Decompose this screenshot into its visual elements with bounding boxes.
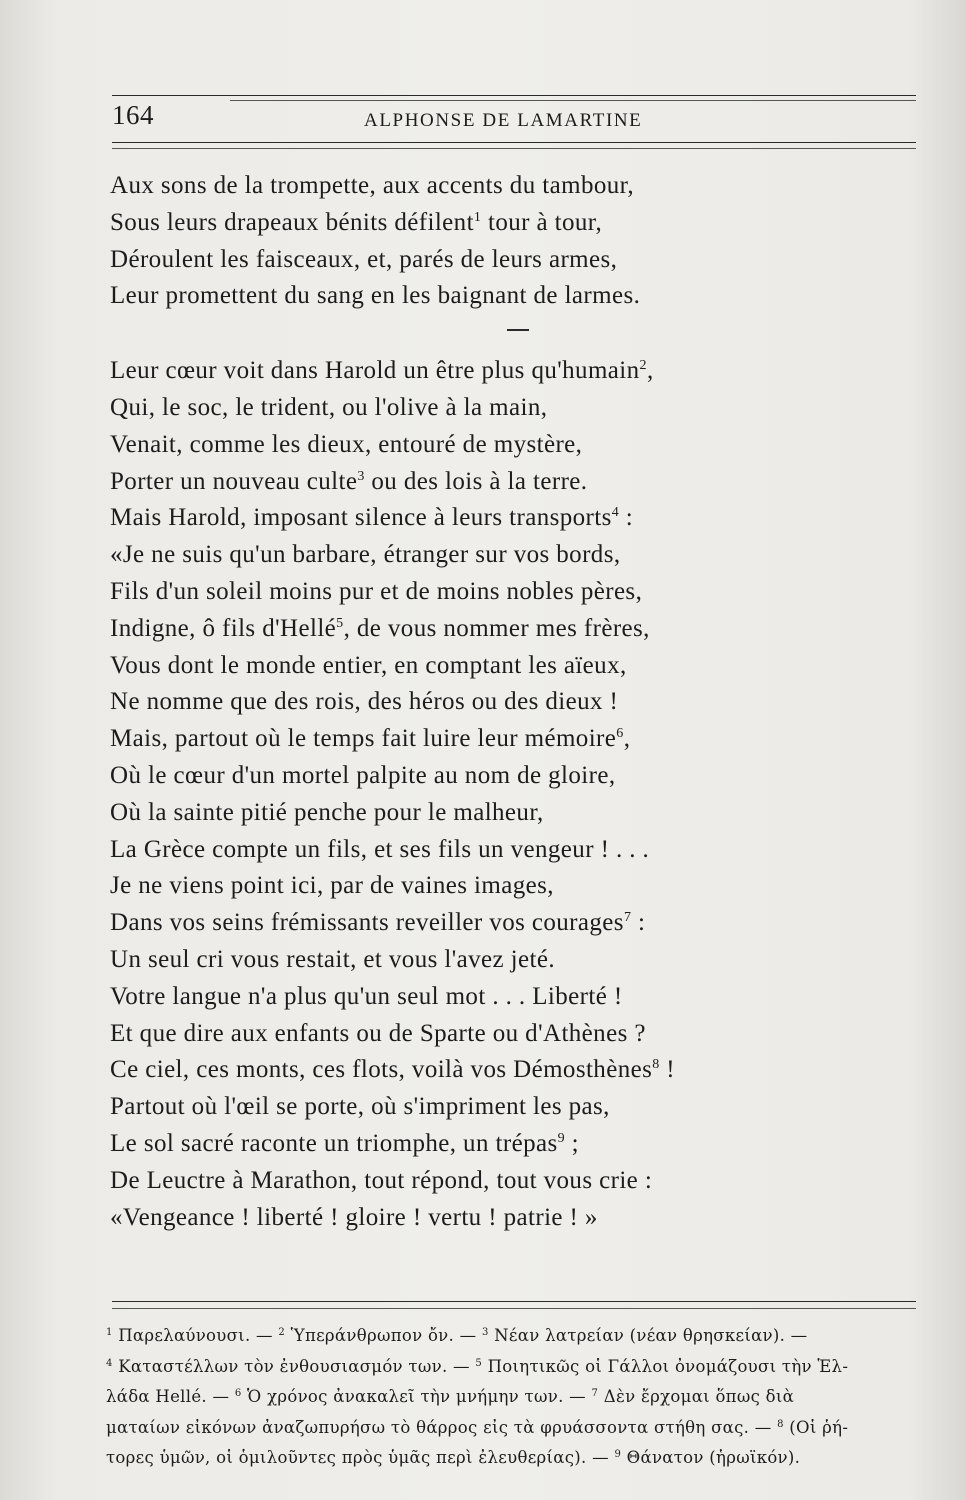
- footnote-line: ματαίων εἰκόνων ἀναζωπυρήσω τὸ θάρρος εἰς τὰ φρυάσσοντα στήθη σας. — $^8$ (Οἱ ῥή-: [106, 1417, 849, 1437]
- verse-line: Déroulent les faisceaux, et, parés de leurs armes,: [110, 245, 618, 273]
- section-separator: [110, 315, 850, 353]
- verse-line: De Leuctre à Marathon, tout répond, tout vous crie :: [110, 1166, 653, 1194]
- verse-line: Venait, comme les dieux, entouré de mystère,: [110, 430, 583, 458]
- footnote-ref: 9: [557, 1130, 566, 1146]
- footnote-ref: 3: [357, 468, 365, 484]
- footnote-ref: 6: [616, 726, 624, 742]
- verse-line: Ne nomme que des rois, des héros ou des dieux !: [110, 688, 619, 716]
- verse-line: Ce ciel, ces monts, ces flots, voilà vos Démosthènes$^8$ !: [110, 1056, 676, 1084]
- verse-line: Où le cœur d'un mortel palpite au nom de gloire,: [110, 761, 616, 789]
- footnote-ref: 7: [623, 910, 632, 926]
- footnote-ref: 4: [611, 505, 620, 521]
- verse-line: «Vengeance ! liberté ! gloire ! vertu ! patrie ! »: [110, 1203, 598, 1231]
- header-rule-top-2: [230, 100, 916, 101]
- page-number: 164: [112, 100, 154, 130]
- verse-line: Et que dire aux enfants ou de Sparte ou d'Athènes ?: [110, 1019, 646, 1047]
- verse-line: Le sol sacré raconte un triomphe, un trépas$^9$ ;: [110, 1129, 580, 1157]
- footnote-line: λάδα Hellé. — $^6$ Ὁ χρόνος ἀνακαλεῖ τὴν μνήμην των. — $^7$ Δὲν ἔρχομαι ὅπως διὰ: [106, 1387, 795, 1406]
- verse-line: Aux sons de la trompette, aux accents du tambour,: [110, 172, 635, 199]
- verse-line: Je ne viens point ici, par de vaines images,: [110, 872, 554, 900]
- running-title: ALPHONSE DE LAMARTINE: [364, 110, 643, 131]
- verse-line: Dans vos seins frémissants reveiller vos courages$^7$ :: [110, 909, 646, 937]
- footnote-line: $^4$ Καταστέλλων τὸν ἐνθουσιασμόν των. — $^5$ Ποιητικῶς οἱ Γάλλοι ὀνομάζουσι τὴν Ἑλ-: [106, 1356, 849, 1376]
- header-rule-bottom: [112, 142, 916, 143]
- footnote-ref: 8: [652, 1057, 660, 1073]
- footnote-ref: 1: [473, 209, 482, 225]
- header-rule-top: [112, 95, 916, 96]
- verse-line: Leur cœur voit dans Harold un être plus qu'humain$^2$,: [110, 357, 654, 385]
- verse-line: Un seul cri vous restait, et vous l'avez jeté.: [110, 945, 555, 973]
- footnotes: [106, 1321, 918, 1474]
- verse-line: Mais Harold, imposant silence à leurs transports$^4$ :: [110, 504, 634, 532]
- header-rule-bottom-2: [112, 148, 916, 149]
- verse-line: Partout où l'œil se porte, où s'impriment les pas,: [110, 1093, 610, 1121]
- verse-line: La Grèce compte un fils, et ses fils un vengeur ! . . .: [110, 835, 650, 863]
- poem-body: [110, 168, 850, 1236]
- verse-line: Votre langue n'a plus qu'un seul mot . . . Liberté !: [110, 982, 623, 1010]
- verse-line: Mais, partout où le temps fait luire leur mémoire$^6$,: [110, 725, 631, 753]
- verse-line: Vous dont le monde entier, en comptant les aïeux,: [110, 651, 627, 679]
- verse-line: Où la sainte pitié penche pour le malheur,: [110, 798, 544, 826]
- footnote-rule-2: [112, 1308, 916, 1309]
- verse-line: «Je ne suis qu'un barbare, étranger sur vos bords,: [110, 541, 621, 569]
- verse-line: Qui, le soc, le trident, ou l'olive à la main,: [110, 393, 548, 421]
- footnote-rule: [112, 1301, 916, 1302]
- verse-line: Indigne, ô fils d'Hellé$^5$, de vous nommer mes frères,: [110, 614, 650, 642]
- footnote-ref: 2: [639, 358, 647, 374]
- footnote-ref: 5: [336, 615, 344, 631]
- verse-line: Leur promettent du sang en les baignant de larmes.: [110, 282, 641, 310]
- verse-line: Sous leurs drapeaux bénits défilent$^1$ tour à tour,: [110, 208, 603, 236]
- verse-line: Fils d'un soleil moins pur et de moins nobles pères,: [110, 577, 643, 605]
- verse-line: Porter un nouveau culte$^3$ ou des lois à la terre.: [110, 467, 588, 495]
- footnote-line: τορες ὑμῶν, οἱ ὁμιλοῦντες πρὸς ὑμᾶς περὶ ἐλευθερίας). — $^9$ Θάνατον (ἡρωϊκόν).: [106, 1448, 801, 1467]
- footnote-line: $^1$ Παρελαύνουσι. — $^2$ Ὑπεράνθρωπον ὄν. — $^3$ Νέαν λατρείαν (νέαν θρησκείαν). —: [106, 1326, 808, 1345]
